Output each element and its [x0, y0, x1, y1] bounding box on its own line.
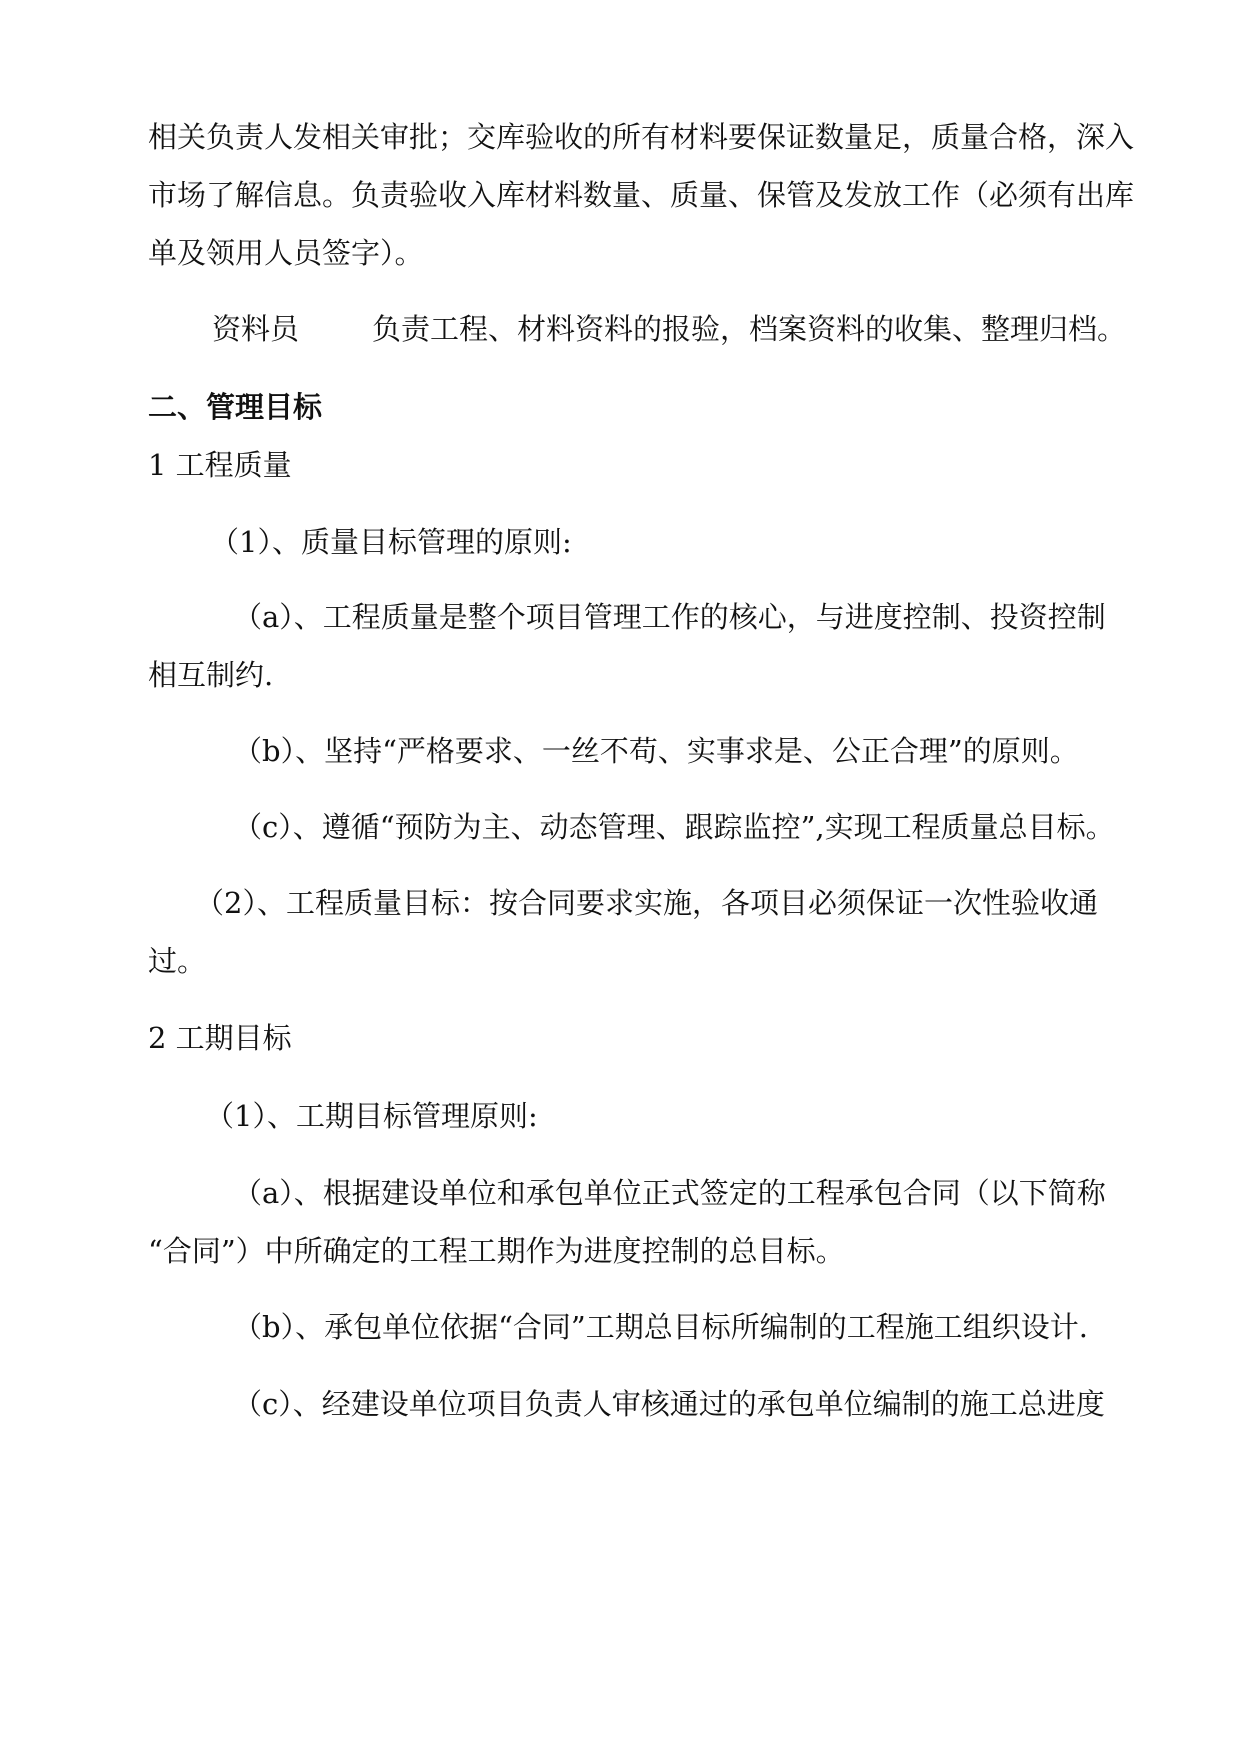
quality-principles-title: （1）、质量目标管理的原则: [210, 525, 572, 559]
schedule-b: （b）、承包单位依据“合同”工期总目标所编制的工程施工组织设计. [233, 1310, 1088, 1344]
role-entry [212, 309, 1192, 349]
schedule-a-line-2: “合同”）中所确定的工程工期作为进度控制的总目标。 [148, 1234, 845, 1268]
section-heading: 二、管理目标 [148, 390, 323, 424]
intro-line-2: 市场了解信息。负责验收入库材料数量、质量、保管及发放工作（必须有出库 [148, 178, 1135, 212]
intro-line-3: 单及领用人员签字）。 [148, 236, 424, 270]
quality-c: （c）、遵循“预防为主、动态管理、跟踪监控”,实现工程质量总目标。 [233, 810, 1115, 844]
quality-target-line-1: （2）、工程质量目标：按合同要求实施，各项目必须保证一次性验收通 [195, 886, 1098, 920]
role-duty: 负责工程、材料资料的报验，档案资料的收集、整理归档。 [372, 312, 1127, 346]
role-name: 资料员 [212, 312, 300, 346]
schedule-c: （c）、经建设单位项目负责人审核通过的承包单位编制的施工总进度 [233, 1387, 1105, 1421]
quality-target-line-2: 过。 [148, 944, 207, 978]
intro-line-1: 相关负责人发相关审批；交库验收的所有材料要保证数量足，质量合格，深入 [148, 120, 1135, 154]
quality-b: （b）、坚持“严格要求、一丝不苟、实事求是、公正合理”的原则。 [233, 734, 1079, 768]
schedule-a-line-1: （a）、根据建设单位和承包单位正式签定的工程承包合同（以下简称 [233, 1176, 1106, 1210]
quality-title: 1 工程质量 [148, 448, 292, 482]
schedule-principles-title: （1）、工期目标管理原则: [205, 1099, 538, 1133]
schedule-title: 2 工期目标 [148, 1021, 292, 1055]
quality-a-line-2: 相互制约. [148, 658, 274, 692]
quality-a-line-1: （a）、工程质量是整个项目管理工作的核心，与进度控制、投资控制 [233, 600, 1106, 634]
